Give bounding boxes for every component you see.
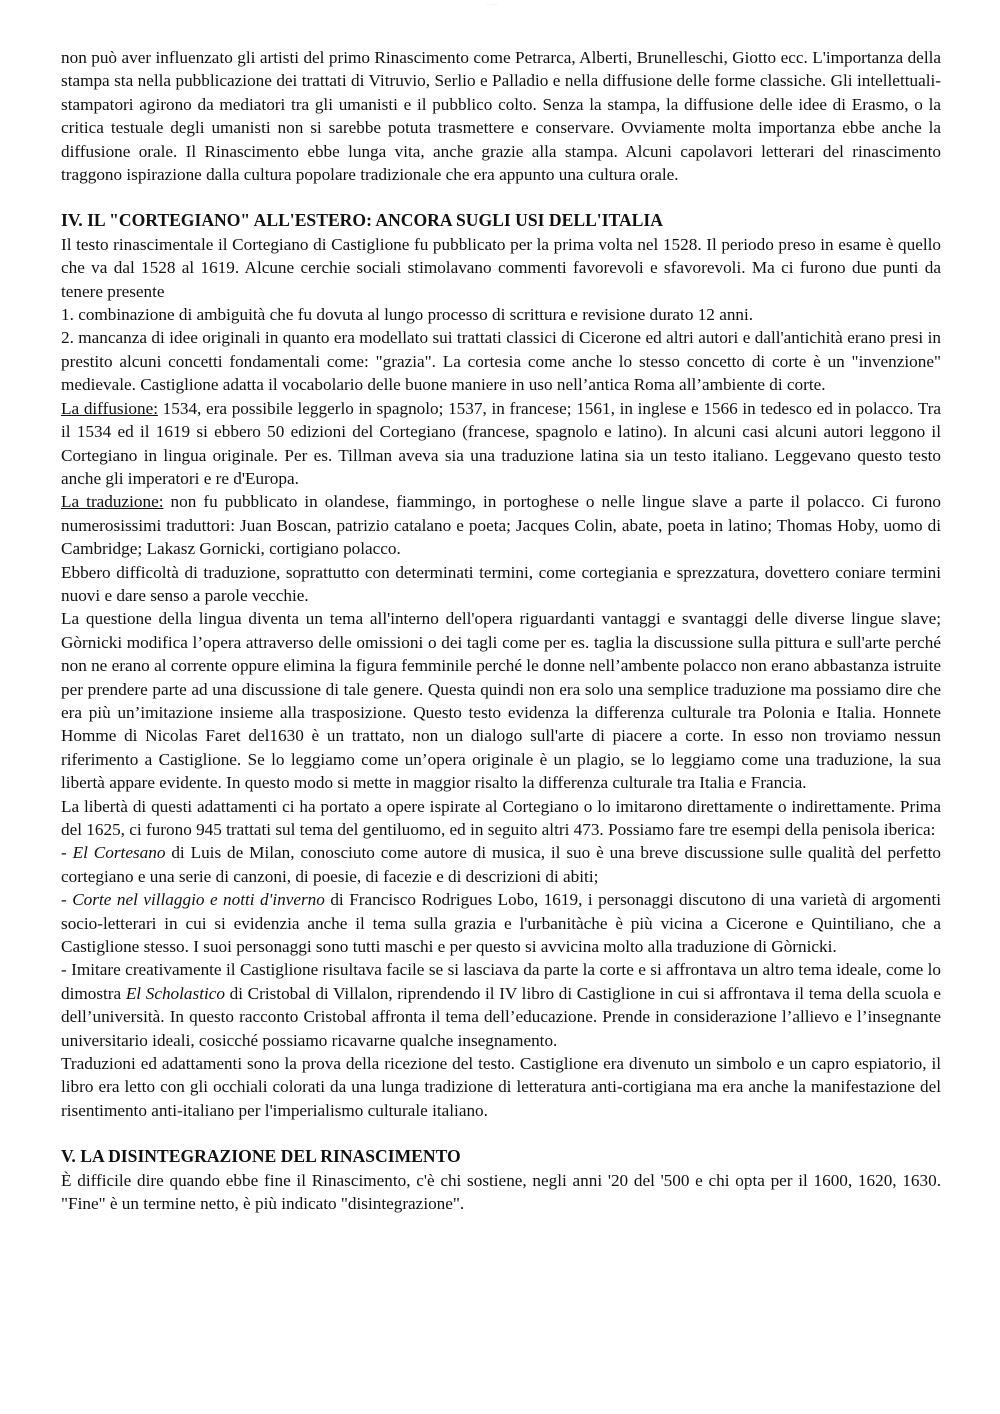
traduzioni-paragraph: Traduzioni ed adattamenti sono la prova della ricezione del testo. Castiglione era divenuto un simbolo e un capro espiatorio, il libro era letto con gli occhiali colorati da una lunga tradizione di letteratura anti-cortigiana ma era anche la manifestazione del risentimento anti-italiano per l'imperialismo culturale italiano. (61, 1054, 941, 1120)
example-2-title: Corte nel villaggio e notti d'inverno (72, 890, 325, 910)
difficolta-paragraph: Ebbero difficoltà di traduzione, soprattutto con determinati termini, come cortegiania e sprezzatura, dovettero coniare termini nuovi e dare senso a parole vecchie. (61, 562, 941, 605)
diffusione-paragraph (61, 397, 941, 491)
traduzione-label: La traduzione: (61, 492, 164, 512)
example-1-title: El Cortesano (72, 843, 166, 863)
spacer (61, 1122, 941, 1145)
example-2-dash: - (61, 890, 73, 910)
example-2-text: di Francisco Rodrigues Lobo, 1619, i personaggi discutono di una varietà di argomenti socio-letterari in cui si evidenzia anche il tema sulla grazia e l'urbanitàche è più vicina a Cicerone e Quintiliano, che a Castiglione stesso. I suoi personaggi sono tutti maschi e per questo si avvicina molto alla traduzione di Gòrnicki. (61, 890, 942, 957)
example-3-pre: - Imitare creativamente il Castiglione risultava facile se si lasciava da parte la corte e si affrontava un altro tema ideale, come lo dimostra (61, 960, 941, 1003)
document-page (61, 46, 941, 1216)
example-3-text: di Cristobal di Villalon, riprendendo il IV libro di Castiglione in cui si affrontava il tema della scuola e dell’università. In questo racconto Cristobal affronta il tema dell’educazione. Prende in considerazione l’allievo e l’insegnante universitario ideali, cosicché possiamo ricavarne qualche insegnamento. (61, 983, 941, 1050)
traduzione-paragraph (61, 490, 941, 560)
intro-paragraph: non può aver influenzato gli artisti del primo Rinascimento come Petrarca, Alberti, Brunelleschi, Giotto ecc. L'importanza della stampa sta nella pubblicazione dei trattati di Vitruvio, Serlio e Palladio e nella diffusione delle forme classiche. Gli intellettuali-stampatori agirono da mediatori tra gli umanisti e il pubblico colto. Senza la stampa, la diffusione delle idee di Erasmo, o la critica testuale degli umanisti non si sarebbe potuta trasmettere e conservare. Ovviamente molta importanza ebbe anche la diffusione orale. Il Rinascimento ebbe lunga vita, anche grazie alla stampa. Alcuni capolavori letterari del rinascimento traggono ispirazione dalla cultura popolare tradizionale che era appunto una cultura orale. (61, 48, 941, 185)
example-3 (61, 958, 941, 1052)
section-5-paragraph: È difficile dire quando ebbe fine il Rinascimento, c'è chi sostiene, negli anni '20 del '500 e chi opta per il 1600, 1620, 1630. "Fine" è un termine netto, è più indicato "disintegrazione". (61, 1170, 941, 1214)
traduzione-text: non fu pubblicato in olandese, fiammingo, in portoghese o nelle lingue slave a parte il polacco. Ci furono numerosissimi traduttori: Juan Boscan, patrizio catalano e poeta; Jacques Colin, abate, poeta in latino; Thomas Hoby, uomo di Cambridge; Lakasz Gornicki, cortigiano polacco. (61, 492, 941, 559)
liberta-paragraph: La libertà di questi adattamenti ci ha portato a opere ispirate al Cortegiano o lo imitarono direttamente o indirettamente. Prima del 1625, ci furono 945 trattati sul tema del gentiluomo, ed in seguito altri 473. Possiamo fare tre esempi della penisola iberica: (61, 796, 941, 839)
section-4-intro: Il testo rinascimentale il Cortegiano di Castiglione fu pubblicato per la prima volta nel 1528. Il periodo preso in esame è quello che va dal 1528 al 1619. Alcune cerchie sociali stimolavano commenti favorevoli e sfavorevoli. Ma ci furono due punti da tenere presente (61, 234, 941, 301)
spacer (61, 186, 941, 209)
questione-paragraph: La questione della lingua diventa un tema all'interno dell'opera riguardanti vantaggi e svantaggi delle diverse lingue slave; Gòrnicki modifica l’opera attraverso delle omissioni o dei tagli come per es. taglia la discussione sulla pittura e sull'arte perché non ne erano al corrente oppure elimina la figura femminile perché le donne nell’ambente polacco non erano abbastanza istruite per prendere parte ad una discussione di tale genere. Questa quindi non era solo una semplice traduzione ma possiamo dire che era più un’imitazione insieme alla trasposizione. Questo testo evidenza la differenza culturale tra Polonia e Italia. Honnete Homme di Nicolas Faret del1630 è un trattato, non un dialogo sull'arte di piacere a corte. In esso non troviamo nessun riferimento a Castiglione. Se lo leggiamo come un’opera originale è un plagio, se lo leggiamo come una traduzione, la sua libertà appare evidente. In questo modo si mette in maggior risalto la differenza culturale tra Italia e Francia. (61, 609, 942, 793)
page-header-mark: ·· ····· (487, 2, 498, 7)
section-4-heading: IV. IL "CORTEGIANO" ALL'ESTERO: ANCORA SUGLI USI DELL'ITALIA (61, 210, 663, 231)
example-1-text: di Luis de Milan, conosciuto come autore di musica, il suo è una breve discussione sulle qualità del perfetto cortegiano e una serie di canzoni, di poesie, di facezie e di descrizioni di abiti; (61, 843, 941, 886)
example-1 (61, 841, 941, 888)
diffusione-text: 1534, era possibile leggerlo in spagnolo; 1537, in francese; 1561, in inglese e 1566 in tedesco ed in polacco. Tra il 1534 ed il 1619 si ebbero 50 edizioni del Cortegiano (francese, spagnolo e latino). In alcuni casi alcuni autori leggono il Cortegiano in lingua originale. Per es. Tillman aveva sia una traduzione latina sia un testo italiano. Leggevano questo testo anche gli imperatori e re d'Europa. (61, 398, 941, 488)
section-5-heading: V. LA DISINTEGRAZIONE DEL RINASCIMENTO (61, 1146, 461, 1167)
example-2 (61, 888, 941, 958)
example-3-title: El Scholastico (125, 983, 225, 1003)
point-1: 1. combinazione di ambiguità che fu dovuta al lungo processo di scrittura e revisione durato 12 anni. (61, 305, 754, 325)
point-2: 2. mancanza di idee originali in quanto era modellato sui trattati classici di Cicerone ed altri autori e dall'antichità erano presi in prestito alcuni concetti fondamentali come: "grazia". La cortesia come anche lo stesso concetto di corte è un "invenzione" medievale. Castiglione adatta il vocabolario delle buone maniere in uso nell’antica Roma all’ambiente di corte. (61, 328, 941, 395)
diffusione-label: La diffusione: (61, 398, 158, 418)
example-1-dash: - (61, 843, 73, 863)
